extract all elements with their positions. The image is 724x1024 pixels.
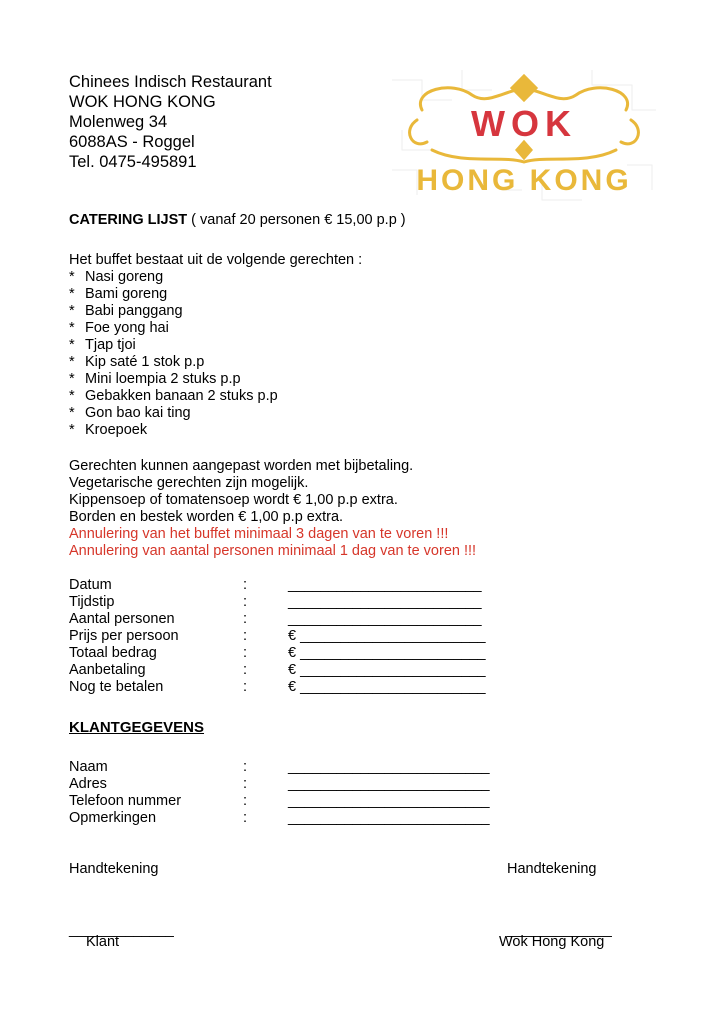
- form-row: [69, 611, 489, 628]
- dish-name: Babi panggang: [85, 303, 183, 319]
- list-item: [69, 405, 278, 422]
- dish-list: [69, 269, 278, 439]
- dish-name: Mini loempia 2 stuks p.p: [85, 371, 241, 387]
- bullet: *: [69, 354, 75, 370]
- address-line: 6088AS - Roggel: [69, 133, 195, 151]
- logo-bottom-text: HONG KONG: [416, 164, 632, 197]
- list-item: [69, 286, 278, 303]
- address-line: Chinees Indisch Restaurant: [69, 73, 272, 91]
- blank-field[interactable]: ________________________: [288, 594, 482, 610]
- form-row: [69, 759, 489, 776]
- field-colon: :: [243, 628, 248, 644]
- blank-field[interactable]: _________________________: [288, 810, 490, 826]
- field-colon: :: [243, 793, 248, 809]
- dish-name: Nasi goreng: [85, 269, 164, 285]
- field-label: Prijs per persoon: [69, 628, 179, 644]
- form-row: [69, 628, 489, 645]
- form-row: [69, 793, 489, 810]
- blank-field[interactable]: € _______________________: [288, 628, 486, 644]
- blank-field[interactable]: € _______________________: [288, 679, 486, 695]
- bullet: *: [69, 405, 75, 421]
- logo-top-text: WOK: [471, 103, 577, 144]
- signature-line-restaurant[interactable]: _____________: [507, 922, 612, 938]
- address-line: WOK HONG KONG: [69, 93, 216, 111]
- blank-field[interactable]: _________________________: [288, 759, 490, 775]
- bullet: *: [69, 371, 75, 387]
- note-line: Gerechten kunnen aangepast worden met bijbetaling.: [69, 458, 414, 474]
- field-label: Telefoon nummer: [69, 793, 182, 809]
- field-colon: :: [243, 645, 248, 661]
- field-colon: :: [243, 759, 248, 775]
- order-form: [69, 577, 489, 696]
- dish-name: Gebakken banaan 2 stuks p.p: [85, 388, 278, 404]
- field-colon: :: [243, 577, 248, 593]
- blank-field[interactable]: ________________________: [288, 611, 482, 627]
- note-line: Kippensoep of tomatensoep wordt € 1,00 p.p extra.: [69, 492, 398, 508]
- bullet: *: [69, 320, 75, 336]
- field-label: Datum: [69, 577, 112, 593]
- address-line: Molenweg 34: [69, 113, 168, 131]
- bullet: *: [69, 303, 75, 319]
- bullet: *: [69, 337, 75, 353]
- cancellation-warning: Annulering van het buffet minimaal 3 dagen van te voren !!!: [69, 526, 449, 542]
- field-colon: :: [243, 594, 248, 610]
- list-item: [69, 303, 278, 320]
- form-row: [69, 645, 489, 662]
- buffet-intro: Het buffet bestaat uit de volgende gerechten :: [69, 252, 363, 268]
- wok-hong-kong-logo: [392, 70, 656, 204]
- blank-field[interactable]: _________________________: [288, 776, 490, 792]
- field-label: Adres: [69, 776, 107, 792]
- catering-subtitle: ( vanaf 20 personen € 15,00 p.p ): [187, 212, 406, 228]
- bullet: *: [69, 269, 75, 285]
- field-colon: :: [243, 611, 248, 627]
- field-colon: :: [243, 810, 248, 826]
- field-label: Nog te betalen: [69, 679, 164, 695]
- field-label: Opmerkingen: [69, 810, 157, 826]
- catering-heading: [69, 212, 406, 229]
- form-row: [69, 776, 489, 793]
- signature-label-restaurant: Handtekening: [507, 861, 597, 877]
- dish-name: Kroepoek: [85, 422, 148, 438]
- signer-name-customer: Klant: [86, 934, 120, 950]
- list-item: [69, 269, 278, 286]
- dish-name: Tjap tjoi: [85, 337, 136, 353]
- signer-name-restaurant: Wok Hong Kong: [499, 934, 605, 950]
- field-label: Totaal bedrag: [69, 645, 157, 661]
- form-row: [69, 662, 489, 679]
- blank-field[interactable]: ________________________: [288, 577, 482, 593]
- field-label: Aantal personen: [69, 611, 175, 627]
- blank-field[interactable]: € _______________________: [288, 645, 486, 661]
- address-line: Tel. 0475-495891: [69, 153, 197, 171]
- note-line: Vegetarische gerechten zijn mogelijk.: [69, 475, 309, 491]
- list-item: [69, 422, 278, 439]
- bullet: *: [69, 388, 75, 404]
- signature-line-customer[interactable]: _____________: [69, 922, 174, 938]
- bullet: *: [69, 422, 75, 438]
- form-row: [69, 577, 489, 594]
- field-colon: :: [243, 662, 248, 678]
- blank-field[interactable]: € _______________________: [288, 662, 486, 678]
- field-label: Tijdstip: [69, 594, 115, 610]
- blank-field[interactable]: _________________________: [288, 793, 490, 809]
- list-item: [69, 371, 278, 388]
- restaurant-address: [69, 72, 272, 172]
- catering-title: CATERING LIJST: [69, 212, 188, 228]
- field-label: Aanbetaling: [69, 662, 146, 678]
- cancellation-warning: Annulering van aantal personen minimaal 1 dag van te voren !!!: [69, 543, 477, 559]
- section-title: KLANTGEGEVENS: [69, 719, 205, 736]
- dish-name: Kip saté 1 stok p.p: [85, 354, 205, 370]
- form-row: [69, 810, 489, 827]
- form-row: [69, 594, 489, 611]
- dish-name: Foe yong hai: [85, 320, 169, 336]
- list-item: [69, 388, 278, 405]
- list-item: [69, 337, 278, 354]
- bullet: *: [69, 286, 75, 302]
- dish-name: Bami goreng: [85, 286, 168, 302]
- dish-name: Gon bao kai ting: [85, 405, 191, 421]
- list-item: [69, 320, 278, 337]
- field-label: Naam: [69, 759, 108, 775]
- form-row: [69, 679, 489, 696]
- list-item: [69, 354, 278, 371]
- notes-block: [69, 458, 476, 560]
- signature-label-customer: Handtekening: [69, 861, 159, 877]
- customer-form: [69, 759, 489, 827]
- field-colon: :: [243, 776, 248, 792]
- field-colon: :: [243, 679, 248, 695]
- note-line: Borden en bestek worden € 1,00 p.p extra.: [69, 509, 344, 525]
